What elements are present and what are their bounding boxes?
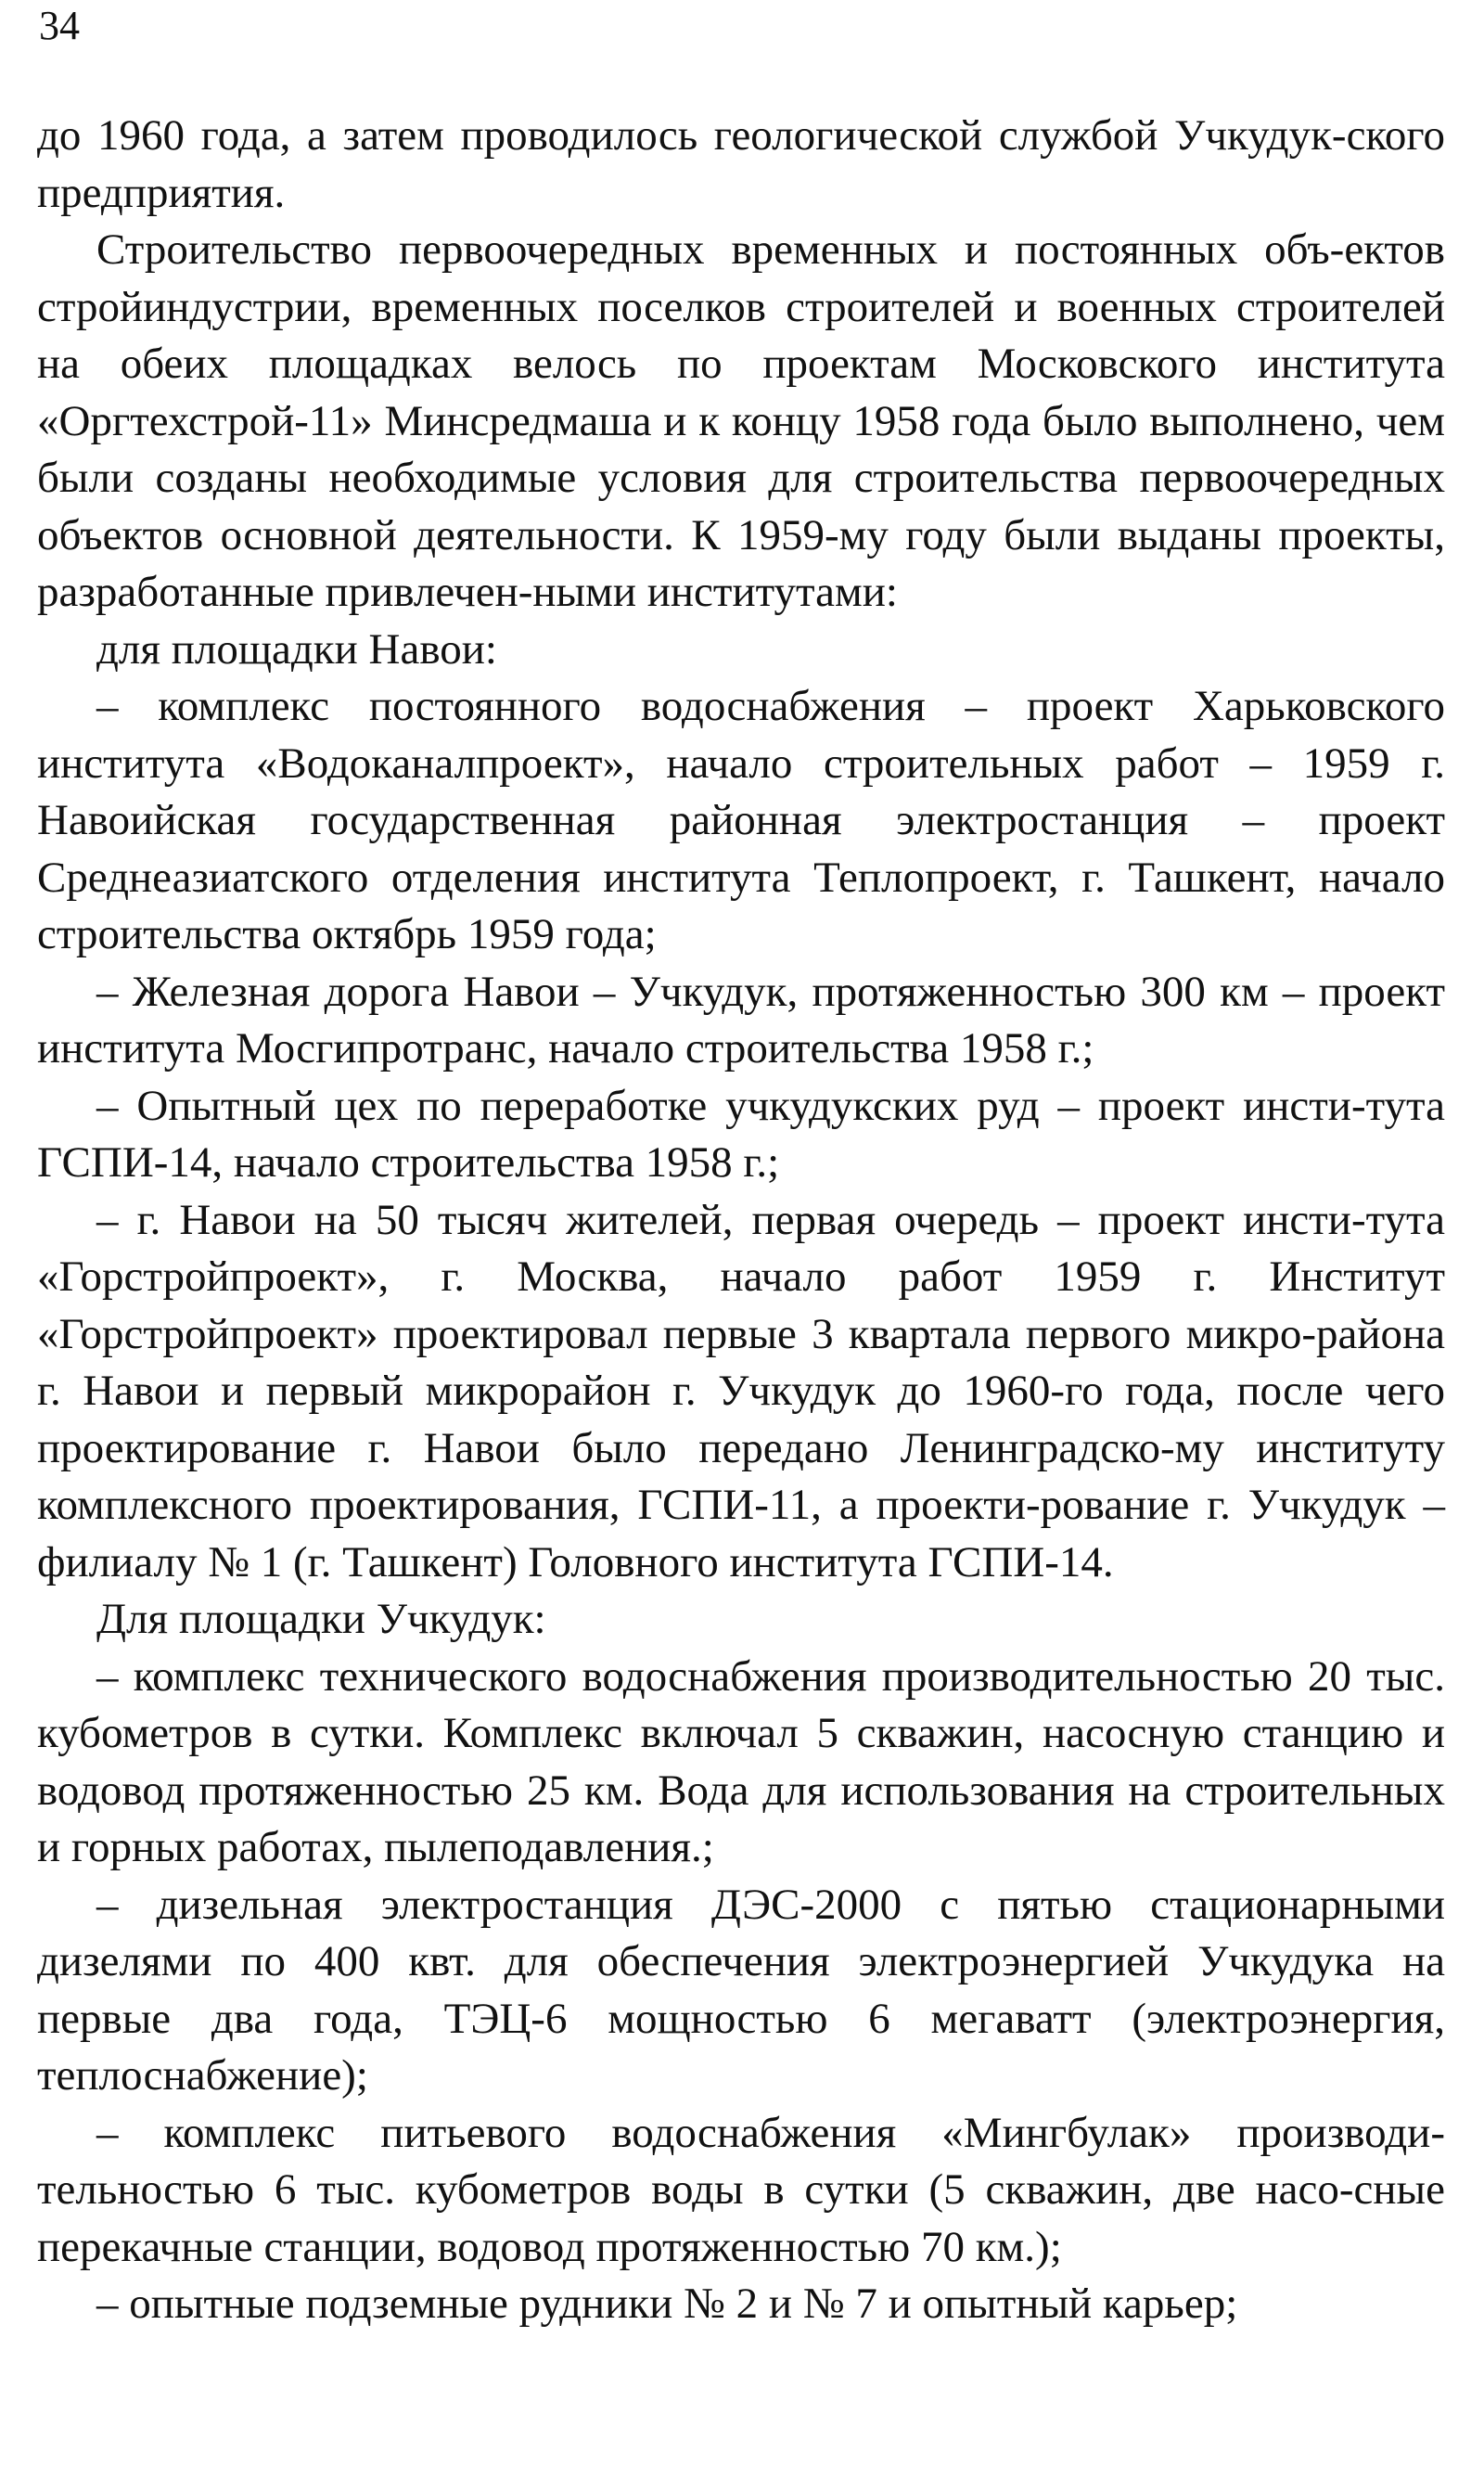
paragraph-uchkuduk-heading: Для площадки Учкудук:	[96, 1595, 546, 1643]
paragraph-continuation: до 1960 года, а затем проводилось геологической службой Учкудук-ского предприятия.	[37, 111, 1445, 217]
paragraph-uchkuduk-power-station: – дизельная электростанция ДЭС-2000 с пятью стационарными дизелями по 400 квт. для обеспечения электроэнергией Учкудука на первые два года, ТЭЦ-6 мощностью 6 мегаватт (электроэнергия, теплоснабжение);	[37, 1880, 1445, 2100]
paragraph-navoi-city: – г. Навои на 50 тысяч жителей, первая очередь – проект инсти-тута «Горстройпроект», г. Москва, начало работ 1959 г. Институт «Горстройпроект» проектировал первые 3 квартала первого микро-района г. Навои и первый микрорайон г. Учкудук до 1960-го года, после чего проектирование г. Навои было передано Ленинградско-му институту комплексного проектирования, ГСПИ-11, а проекти-рование г. Учкудук – филиалу № 1 (г. Ташкент) Головного института ГСПИ-14.	[37, 1195, 1445, 1586]
paragraph-uchkuduk-technical-water: – комплекс технического водоснабжения производительностью 20 тыс. кубометров в сутки. Комплекс включал 5 скважин, насосную станцию и водовод протяженностью 25 км. Вода для использования на строительных и горных работах, пылеподавления.;	[37, 1651, 1445, 1871]
paragraph-navoi-water-supply: – комплекс постоянного водоснабжения – проект Харьковского института «Водоканалпроект», начало строительных работ – 1959 г. Навоийская государственная районная электростанция – проект Среднеазиатского отделения института Теплопроект, г. Ташкент, начало строительства октябрь 1959 года;	[37, 682, 1445, 958]
paragraph-uchkuduk-mines: – опытные подземные рудники № 2 и № 7 и опытный карьер;	[96, 2280, 1238, 2328]
page-body	[37, 108, 1445, 2333]
paragraph-navoi-pilot-workshop: – Опытный цех по переработке учкудукских руд – проект инсти-тута ГСПИ-14, начало строительства 1958 г.;	[37, 1081, 1445, 1187]
paragraph-uchkuduk-drinking-water: – комплекс питьевого водоснабжения «Мингбулак» производи-тельностью 6 тыс. кубометров воды в сутки (5 скважин, две насо-сные перекачные станции, водовод протяженностью 70 км.);	[37, 2108, 1445, 2271]
paragraph-construction-intro: Строительство первоочередных временных и постоянных объ-ектов стройиндустрии, временных поселков строителей и военных строителей на обеих площадках велось по проектам Московского института «Оргтехстрой-11» Минсредмаша и к концу 1958 года было выполнено, чем были созданы необходимые условия для строительства первоочередных объектов основной деятельности. К 1959-му году были выданы проекты, разработанные привлечен-ными институтами:	[37, 225, 1445, 616]
paragraph-navoi-railway: – Железная дорога Навои – Учкудук, протяженностью 300 км – проект института Мосгипротранс, начало строительства 1958 г.;	[37, 967, 1445, 1072]
page-number: 34	[39, 3, 80, 48]
paragraph-navoi-heading: для площадки Навои:	[96, 624, 497, 674]
